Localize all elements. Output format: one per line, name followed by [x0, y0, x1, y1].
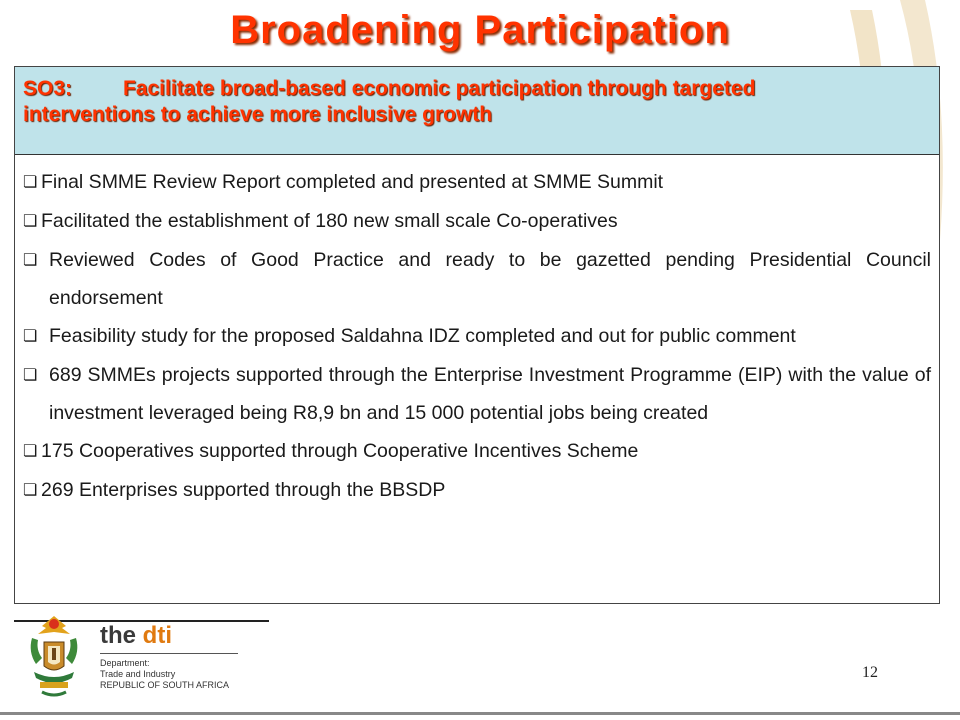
objective-header — [15, 67, 939, 155]
page-number: 12 — [862, 664, 878, 681]
list-item: ❏ 175 Cooperatives supported through Cooperative Incentives Scheme — [23, 432, 931, 471]
checkbox-bullet-icon: ❏ — [23, 252, 38, 269]
checkbox-bullet-icon: ❏ — [23, 482, 38, 499]
slide-title: Broadening Participation — [230, 8, 730, 52]
list-item: ❏ 689 SMMEs projects supported through the Enterprise Investment Programme (EIP) with the value of investment leveraged being R8,9 bn and 15 000 potential jobs being created — [23, 356, 931, 432]
list-item: ❏ Facilitated the establishment of 180 new small scale Co-operatives — [23, 202, 931, 241]
brand-prefix: the — [100, 622, 143, 649]
objective-line-1: Facilitate broad-based economic participation through targeted — [123, 77, 756, 100]
bullet-list — [15, 155, 939, 510]
list-item: ❏ Feasibility study for the proposed Saldahna IDZ completed and out for public comment — [23, 317, 931, 356]
content-panel — [14, 66, 940, 604]
coat-of-arms-icon — [22, 612, 86, 698]
dept-line-2: Trade and Industry — [100, 669, 176, 679]
dept-line-1: Department: — [100, 658, 150, 668]
checkbox-bullet-icon: ❏ — [23, 213, 38, 230]
checkbox-bullet-icon: ❏ — [23, 443, 38, 460]
brand-name: dti — [142, 622, 172, 649]
checkbox-bullet-icon: ❏ — [23, 328, 38, 345]
checkbox-bullet-icon: ❏ — [23, 367, 38, 384]
dept-line-3: REPUBLIC OF SOUTH AFRICA — [100, 680, 230, 690]
objective-line-2: interventions to achieve more inclusive growth — [23, 103, 493, 126]
dti-logo — [100, 622, 250, 692]
list-item: ❏ Final SMME Review Report completed and presented at SMME Summit — [23, 163, 931, 202]
list-item: ❏ Reviewed Codes of Good Practice and ready to be gazetted pending Presidential Council endorsement — [23, 241, 931, 317]
objective-code: SO3: — [23, 77, 73, 100]
logo-divider — [100, 653, 238, 654]
list-item: ❏ 269 Enterprises supported through the BBSDP — [23, 471, 931, 510]
checkbox-bullet-icon: ❏ — [23, 174, 38, 191]
bottom-border — [0, 712, 960, 715]
